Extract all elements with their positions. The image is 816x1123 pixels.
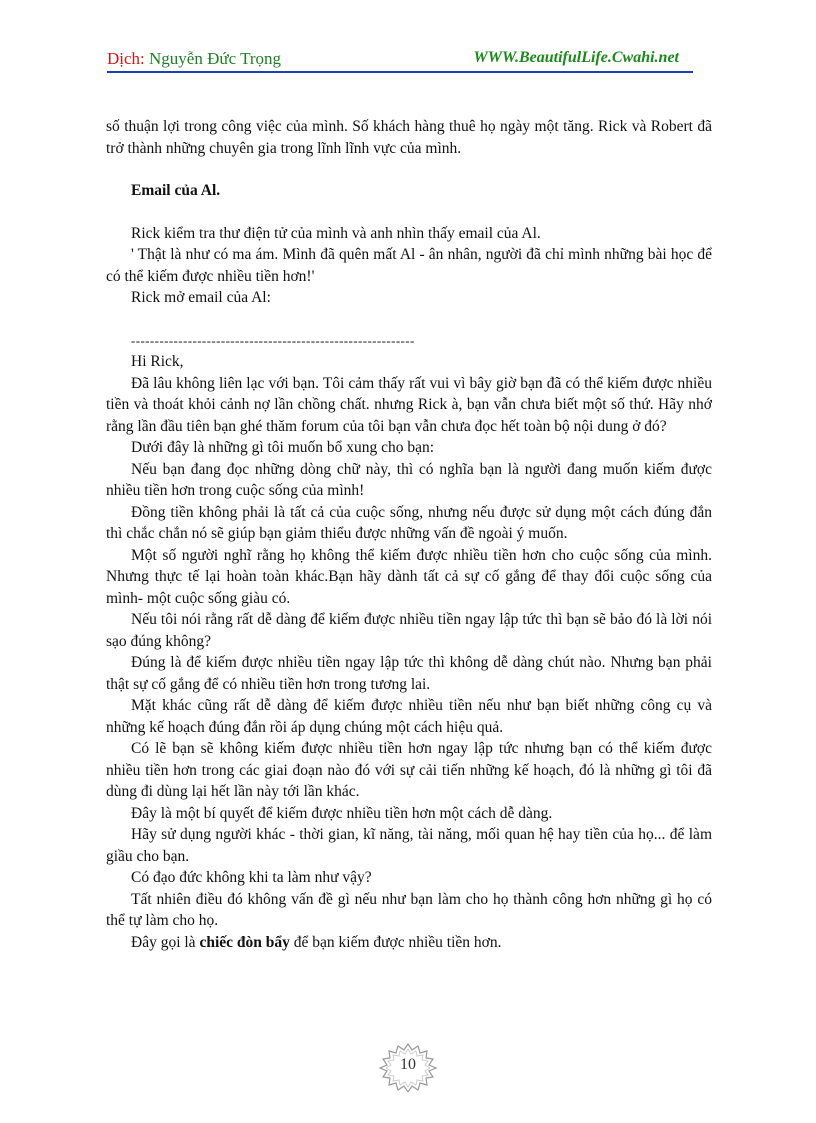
page-content	[106, 116, 712, 953]
email-paragraph: Mặt khác cũng rất dễ dàng để kiếm được nhiều tiền nếu như bạn biết những công cụ và những kế hoạch đúng đắn rồi áp dụng chúng một cách hiệu quả.	[106, 697, 712, 736]
leverage-term: chiếc đòn bẩy	[199, 933, 290, 951]
email-paragraph: Có lẽ bạn sẽ không kiếm được nhiều tiền hơn ngay lập tức nhưng bạn có thể kiếm được nhiều tiền hơn trong các giai đoạn nào đó với sự cải tiến những kế hoạch, đó là những gì tôi đã dùng đi dùng lại hết lần này tới lần khác.	[106, 740, 712, 800]
email-paragraph: Đúng là để kiếm được nhiều tiền ngay lập tức thì không dễ dàng chút nào. Nhưng bạn phải thật sự cố gắng để có nhiều tiền hơn trong tương lai.	[106, 654, 712, 693]
email-paragraph: Đã lâu không liên lạc với bạn. Tôi cảm thấy rất vui vì bây giờ bạn đã có thể kiếm được nhiều tiền và thoát khỏi cảnh nợ lần chồng chất. nhưng Rick à, bạn vẫn chưa biết một số thứ. Hãy nhớ rằng lần đầu tiên bạn ghé thăm forum của tôi bạn vẫn chưa đọc hết toàn bộ nội dung ở đó?	[106, 374, 712, 435]
website-link[interactable]: WWW.BeautifulLife.Cwahi.net	[473, 49, 679, 66]
email-paragraph: Có đạo đức không khi ta làm như vậy?	[131, 869, 372, 886]
header-rule	[107, 71, 693, 73]
paragraph-quote: ' Thật là như có ma ám. Mình đã quên mất Al - ân nhân, người đã chỉ mình những bài học để có thể kiếm được nhiều tiền hơn!'	[106, 246, 712, 285]
email-paragraph: Hãy sử dụng người khác - thời gian, kĩ năng, tài năng, mối quan hệ hay tiền của họ... để làm giầu cho bạn.	[106, 826, 712, 865]
translator-name: Nguyễn Đức Trọng	[149, 49, 282, 68]
leverage-text-before: Đây gọi là	[131, 933, 200, 951]
email-paragraph: Đồng tiền không phải là tất cả của cuộc sống, nhưng nếu được sử dụng một cách đúng đắn thì chắc chắn nó sẽ giúp bạn giảm thiểu được những vấn đề ngoài ý muốn.	[106, 503, 712, 542]
email-paragraph: Nếu tôi nói rằng rất dễ dàng để kiếm được nhiều tiền ngay lập tức thì bạn sẽ bảo đó là lời nói sạo đúng không?	[106, 611, 712, 650]
email-paragraph: Tất nhiên điều đó không vấn đề gì nếu như bạn làm cho họ thành công hơn những gì họ có thể tự làm cho họ.	[106, 890, 712, 929]
page-header	[107, 47, 693, 73]
page-number: 10	[400, 1056, 416, 1073]
paragraph-continuation: số thuận lợi trong công việc của mình. Số khách hàng thuê họ ngày một tăng. Rick và Robert đã trở thành những chuyên gia trong lĩnh lĩnh vực của mình.	[106, 118, 712, 157]
email-paragraph: Dưới đây là những gì tôi muốn bổ xung cho bạn:	[131, 439, 435, 456]
translator-label: Dịch:	[107, 49, 145, 68]
leverage-text-after: để bạn kiếm được nhiều tiền hơn.	[289, 933, 502, 951]
email-paragraph: Một số người nghĩ rằng họ không thể kiếm được nhiều tiền hơn cho cuộc sống của mình. Nhưng thực tế lại hoàn toàn khác.Bạn hãy dành tất cả sự cố gắng để thay đổi cuộc sống của mình- một cuộc sống giàu có.	[106, 546, 712, 607]
email-paragraph: Đây là một bí quyết để kiếm được nhiều tiền hơn một cách dễ dàng.	[131, 804, 553, 822]
paragraph: Rick kiểm tra thư điện tử của mình và anh nhìn thấy email của Al.	[131, 224, 541, 242]
email-greeting: Hi Rick,	[131, 353, 184, 370]
email-paragraph-leverage	[106, 932, 712, 954]
paragraph: Rick mở email của Al:	[131, 289, 271, 306]
email-divider: ------------------------------------------------------------	[131, 332, 415, 348]
page-number-badge	[370, 1040, 446, 1092]
translator-credit	[107, 49, 281, 69]
section-heading: Email của Al.	[131, 182, 221, 199]
email-paragraph: Nếu bạn đang đọc những dòng chữ này, thì có nghĩa bạn là người đang muốn kiếm được nhiều tiền hơn trong cuộc sống của mình!	[106, 460, 712, 499]
